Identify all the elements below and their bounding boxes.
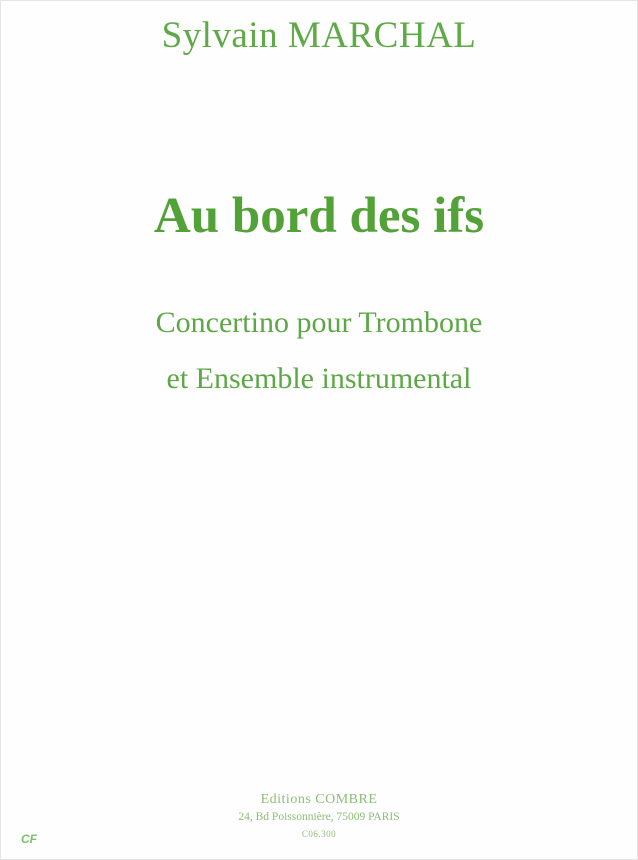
corner-mark: CF: [21, 832, 37, 846]
work-subtitle-line2: et Ensemble instrumental: [166, 362, 472, 395]
catalog-number: C06.300: [301, 829, 337, 840]
publisher-name: Editions COMBRE: [260, 792, 378, 807]
publisher-block: [1, 792, 637, 840]
publisher-address: 24, Bd Poissonnière, 75009 PARIS: [238, 811, 400, 824]
composer-name: Sylvain MARCHAL: [161, 15, 477, 56]
work-title: Au bord des ifs: [153, 188, 485, 244]
work-subtitle-line1: Concertino pour Trombone: [155, 306, 483, 339]
